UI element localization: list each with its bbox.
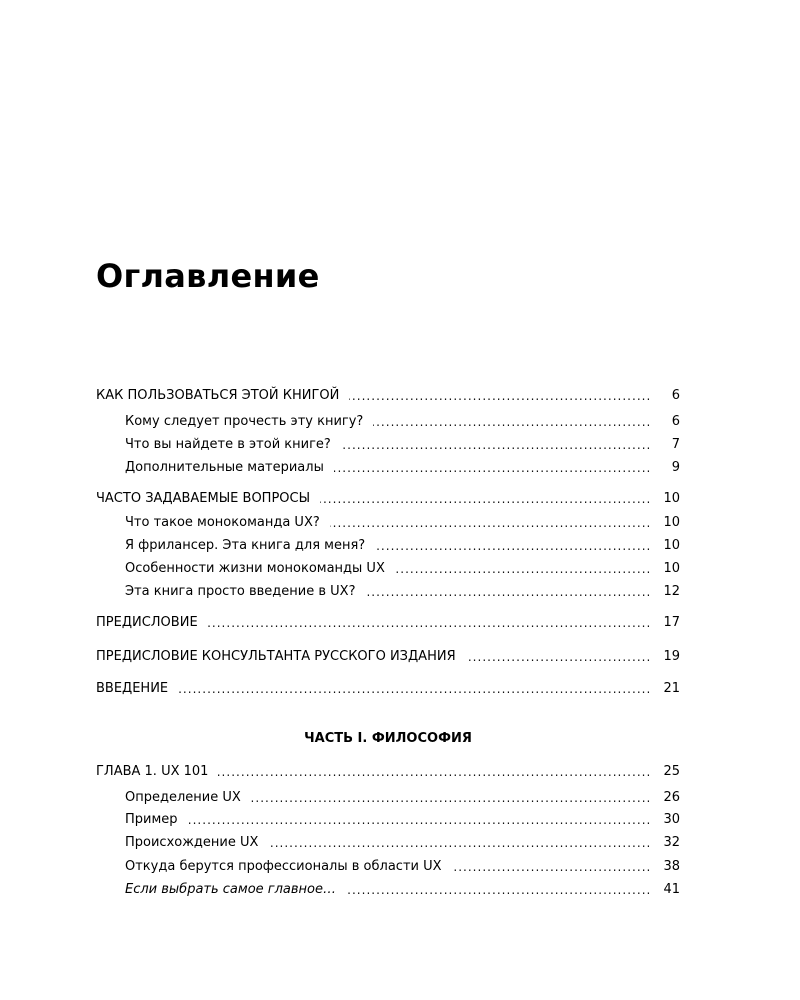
toc-entry[interactable]	[125, 458, 680, 478]
toc-entry-page: 38	[657, 857, 680, 877]
toc-entry[interactable]	[96, 489, 680, 509]
dot-leader	[125, 810, 652, 830]
toc-entry-page: 19	[657, 647, 680, 667]
page-title: Оглавление	[96, 257, 320, 295]
toc-entry-page: 10	[657, 536, 680, 556]
toc-entry-page: 6	[666, 412, 680, 432]
toc-entry-label: Если выбрать самое главное…	[125, 880, 346, 900]
toc-entry-page: 25	[657, 762, 680, 782]
toc-entry[interactable]	[96, 613, 680, 633]
toc-entry-page: 10	[657, 559, 680, 579]
toc-entry[interactable]	[96, 647, 680, 667]
toc-entry-page: 41	[657, 880, 680, 900]
toc-entry[interactable]	[125, 559, 680, 579]
toc-entry-label: Особенности жизни монокоманды UX	[125, 559, 395, 579]
toc-entry-label: Дополнительные материалы	[125, 458, 334, 478]
toc-entry-label: ГЛАВА 1. UX 101	[96, 762, 218, 782]
toc-entry-page: 6	[666, 386, 680, 406]
toc-entry-page: 10	[657, 513, 680, 533]
toc-entry[interactable]	[125, 788, 680, 808]
toc-entry[interactable]	[125, 513, 680, 533]
toc-entry-label: Я фрилансер. Эта книга для меня?	[125, 536, 375, 556]
toc-entry[interactable]	[125, 857, 680, 877]
toc-entry-label: ЧАСТО ЗАДАВАЕМЫЕ ВОПРОСЫ	[96, 489, 320, 509]
toc-entry-label: Эта книга просто введение в UX?	[125, 582, 366, 602]
toc-entry-label: Кому следует прочесть эту книгу?	[125, 412, 373, 432]
toc-entry[interactable]	[125, 833, 680, 853]
toc-entry[interactable]	[96, 762, 680, 782]
toc-entry-label: ПРЕДИСЛОВИЕ	[96, 613, 208, 633]
toc-entry-page: 32	[657, 833, 680, 853]
toc-entry[interactable]	[96, 679, 680, 699]
toc-entry-page: 30	[657, 810, 680, 830]
toc-entry-label: Что такое монокоманда UX?	[125, 513, 330, 533]
toc-entry[interactable]	[125, 582, 680, 602]
toc-entry[interactable]	[125, 810, 680, 830]
toc-entry[interactable]	[125, 880, 680, 900]
toc-entry-label: Определение UX	[125, 788, 251, 808]
toc-entry-page: 12	[657, 582, 680, 602]
toc-entry-label: ПРЕДИСЛОВИЕ КОНСУЛЬТАНТА РУССКОГО ИЗДАНИЯ	[96, 647, 466, 667]
toc-entry-page: 21	[657, 679, 680, 699]
toc-entry-label: ВВЕДЕНИЕ	[96, 679, 178, 699]
toc-entry[interactable]	[125, 536, 680, 556]
toc-entry-page: 26	[657, 788, 680, 808]
toc-entry-label: Происхождение UX	[125, 833, 268, 853]
toc-entry-label: Пример	[125, 810, 188, 830]
dot-leader	[96, 679, 652, 699]
toc-entry-page: 17	[657, 613, 680, 633]
toc-entry-page: 10	[657, 489, 680, 509]
toc-entry-label: КАК ПОЛЬЗОВАТЬСЯ ЭТОЙ КНИГОЙ	[96, 386, 349, 406]
toc-entry-page: 7	[666, 435, 680, 455]
toc-entry-label: Откуда берутся профессионалы в области UX	[125, 857, 452, 877]
toc-entry-page: 9	[666, 458, 680, 478]
toc-entry[interactable]	[125, 435, 680, 455]
toc-entry-label: Что вы найдете в этой книге?	[125, 435, 341, 455]
part-heading: ЧАСТЬ I. ФИЛОСОФИЯ	[304, 731, 472, 746]
toc-entry[interactable]	[96, 386, 680, 406]
toc-entry[interactable]	[125, 412, 680, 432]
